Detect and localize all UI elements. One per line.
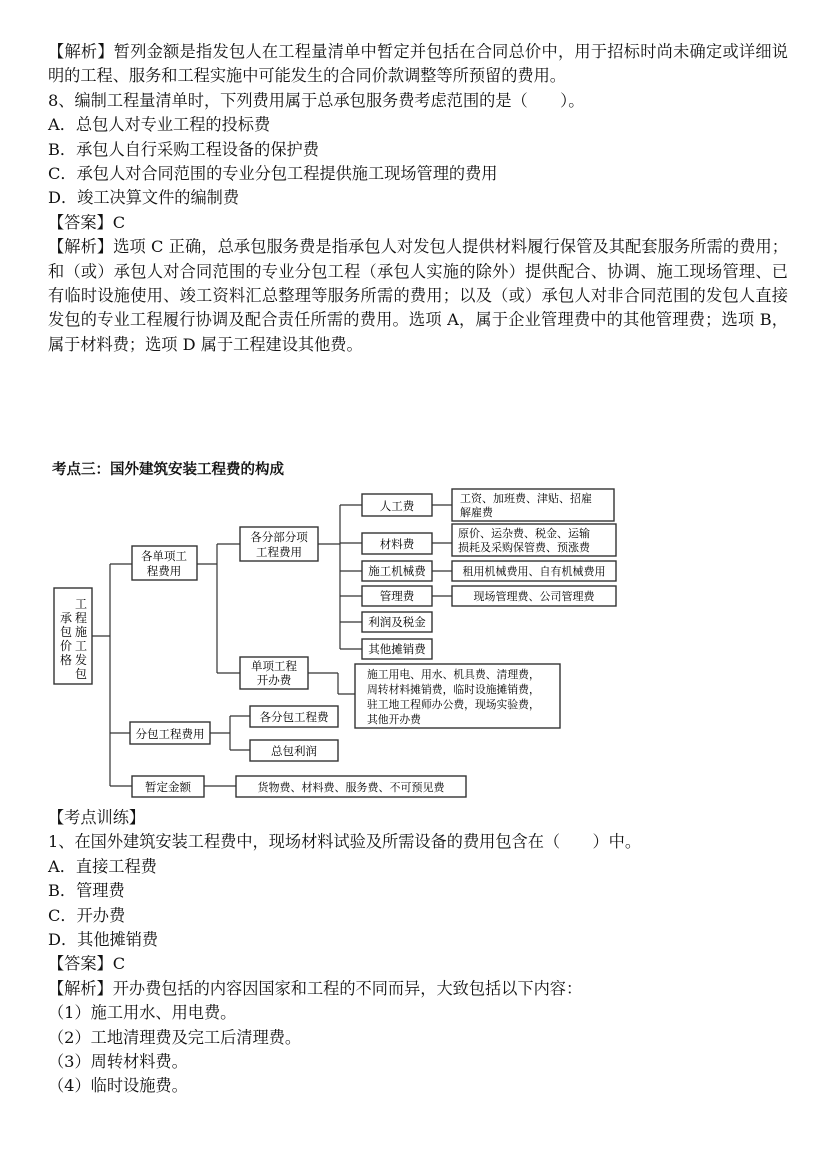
svg-text:原价、运杂费、税金、运输: 原价、运杂费、税金、运输: [458, 527, 590, 540]
svg-text:工程费用: 工程费用: [256, 545, 302, 559]
node-management: [362, 586, 432, 606]
node-material: [362, 533, 432, 554]
root-char: 程: [74, 611, 88, 625]
root-char: 施: [74, 625, 88, 639]
svg-text:驻工地工程师办公费，现场实验费，: 驻工地工程师办公费，现场实验费，: [367, 698, 540, 711]
svg-text:货物费、材料费、服务费、不可预见费: 货物费、材料费、服务费、不可预见费: [257, 781, 445, 794]
root-box: [54, 588, 92, 684]
svg-text:各分部分项: 各分部分项: [250, 530, 308, 544]
svg-text:损耗及采购保管费、预涨费: 损耗及采购保管费、预涨费: [458, 541, 590, 554]
node-subcontract: [130, 722, 210, 744]
q8-option-d: D．竣工决算文件的编制费: [48, 188, 240, 208]
svg-text:人工费: 人工费: [379, 499, 415, 513]
node-management-detail: [452, 586, 616, 606]
analysis-item: （3）周转材料费。: [48, 1052, 188, 1072]
root-char: 承: [59, 611, 73, 625]
q8-option-b: B．承包人自行采购工程设备的保护费: [48, 139, 319, 159]
t-option-c: C．开办费: [48, 905, 126, 925]
svg-text:总包利润: 总包利润: [271, 744, 317, 758]
node-labor: [362, 494, 432, 516]
analysis-item: （2）工地清理费及完工后清理费。: [48, 1027, 302, 1047]
svg-text:施工机械费: 施工机械费: [368, 564, 426, 578]
svg-text:开办费: 开办费: [256, 673, 292, 687]
t-option-b: B．管理费: [48, 881, 125, 901]
svg-text:分包工程费用: 分包工程费用: [135, 727, 205, 741]
q8-answer: 【答案】C: [48, 212, 126, 232]
question-8: 8、编制工程量清单时，下列费用属于总承包服务费考虑范围的是（ ）。: [48, 90, 585, 110]
svg-text:各分包工程费: 各分包工程费: [259, 710, 329, 724]
svg-text:现场管理费、公司管理费: 现场管理费、公司管理费: [473, 590, 595, 603]
svg-text:单项工程: 单项工程: [251, 659, 297, 673]
root-char: 工: [74, 597, 88, 611]
t-option-d: D．其他摊销费: [48, 930, 159, 950]
node-opening-detail: [355, 664, 560, 728]
node-sub-fee: [250, 706, 338, 727]
analysis-item: （1）施工用水、用电费。: [48, 1003, 237, 1023]
root-char: 格: [59, 653, 73, 667]
svg-text:工资、加班费、津贴、招雇: 工资、加班费、津贴、招雇: [460, 492, 592, 505]
q8-analysis: 【解析】选项 C 正确，总承包服务费是指承包人对发包人提供材料履行保管及其配套服务所需的费用；和（或）承包人对合同范围的专业分包工程（承包人实施的除外）提供配合、协调、施工现场管理、已有临时设施使用、竣工资料汇总整理等服务所需的费用；以及（或）承包人对非合同范围的发包人直接发包的专业工程履行协调及配合责任所需的费用。选项 A，属于企业管理费中的其他管理费；选项 B，属于材料费；选项 D 属于工程建设其他费。: [48, 237, 788, 354]
node-machine: [362, 561, 432, 581]
root-char: 包: [74, 667, 88, 681]
svg-text:程费用: 程费用: [146, 564, 182, 578]
node-machine-detail: [452, 561, 616, 581]
svg-text:周转材料摊销费，临时设施摊销费，: 周转材料摊销费，临时设施摊销费，: [367, 683, 540, 696]
svg-text:租用机械费用、自有机械费用: 租用机械费用、自有机械费用: [462, 565, 606, 578]
node-other-amort: [362, 639, 432, 659]
root-char: 发: [74, 653, 88, 667]
prev-analysis: 【解析】暂列金额是指发包人在工程量清单中暂定并包括在合同总价中，用于招标时尚未确定或详细说明的工程、服务和工程实施中可能发生的合同价款调整等所预留的费用。: [48, 42, 788, 86]
node-gc-profit: [250, 740, 338, 761]
analysis-item: （4）临时设施费。: [48, 1076, 188, 1096]
root-char: 包: [59, 625, 73, 639]
training-answer: 【答案】C: [48, 954, 126, 974]
svg-text:解雇费: 解雇费: [460, 506, 493, 519]
node-opening-fee: [240, 657, 308, 689]
node-provisional-detail: [236, 776, 466, 797]
svg-text:管理费: 管理费: [379, 589, 415, 603]
root-char: 价: [59, 639, 73, 653]
training-title: 【考点训练】: [48, 808, 146, 827]
svg-text:其他摊销费: 其他摊销费: [368, 642, 426, 656]
training-analysis: 【解析】开办费包括的内容因国家和工程的不同而异，大致包括以下内容：: [48, 978, 583, 998]
section-heading: 考点三：国外建筑安装工程费的构成: [52, 462, 284, 478]
root-char: 工: [74, 639, 88, 653]
lower-text-block: [48, 806, 788, 1099]
q8-option-c: C．承包人对合同范围的专业分包工程提供施工现场管理的费用: [48, 164, 498, 184]
training-question: 1、在国外建筑安装工程费中，现场材料试验及所需设备的费用包含在（ ）中。: [48, 832, 642, 852]
t-option-a: A．直接工程费: [48, 856, 157, 876]
node-provisional: [132, 776, 204, 797]
node-parts-items: [240, 527, 318, 561]
q8-option-a: A．总包人对专业工程的投标费: [48, 115, 271, 135]
node-labor-detail: [452, 489, 614, 521]
svg-text:材料费: 材料费: [379, 537, 415, 551]
node-single-project: [132, 546, 197, 580]
svg-text:利润及税金: 利润及税金: [368, 615, 426, 629]
svg-text:暂定金额: 暂定金额: [145, 780, 191, 794]
svg-text:其他开办费: 其他开办费: [367, 713, 421, 726]
node-material-detail: [452, 524, 616, 556]
node-profit-tax: [362, 612, 432, 632]
svg-text:施工用电、用水、机具费、清理费，: 施工用电、用水、机具费、清理费，: [367, 668, 540, 681]
svg-text:各单项工: 各单项工: [141, 549, 187, 563]
